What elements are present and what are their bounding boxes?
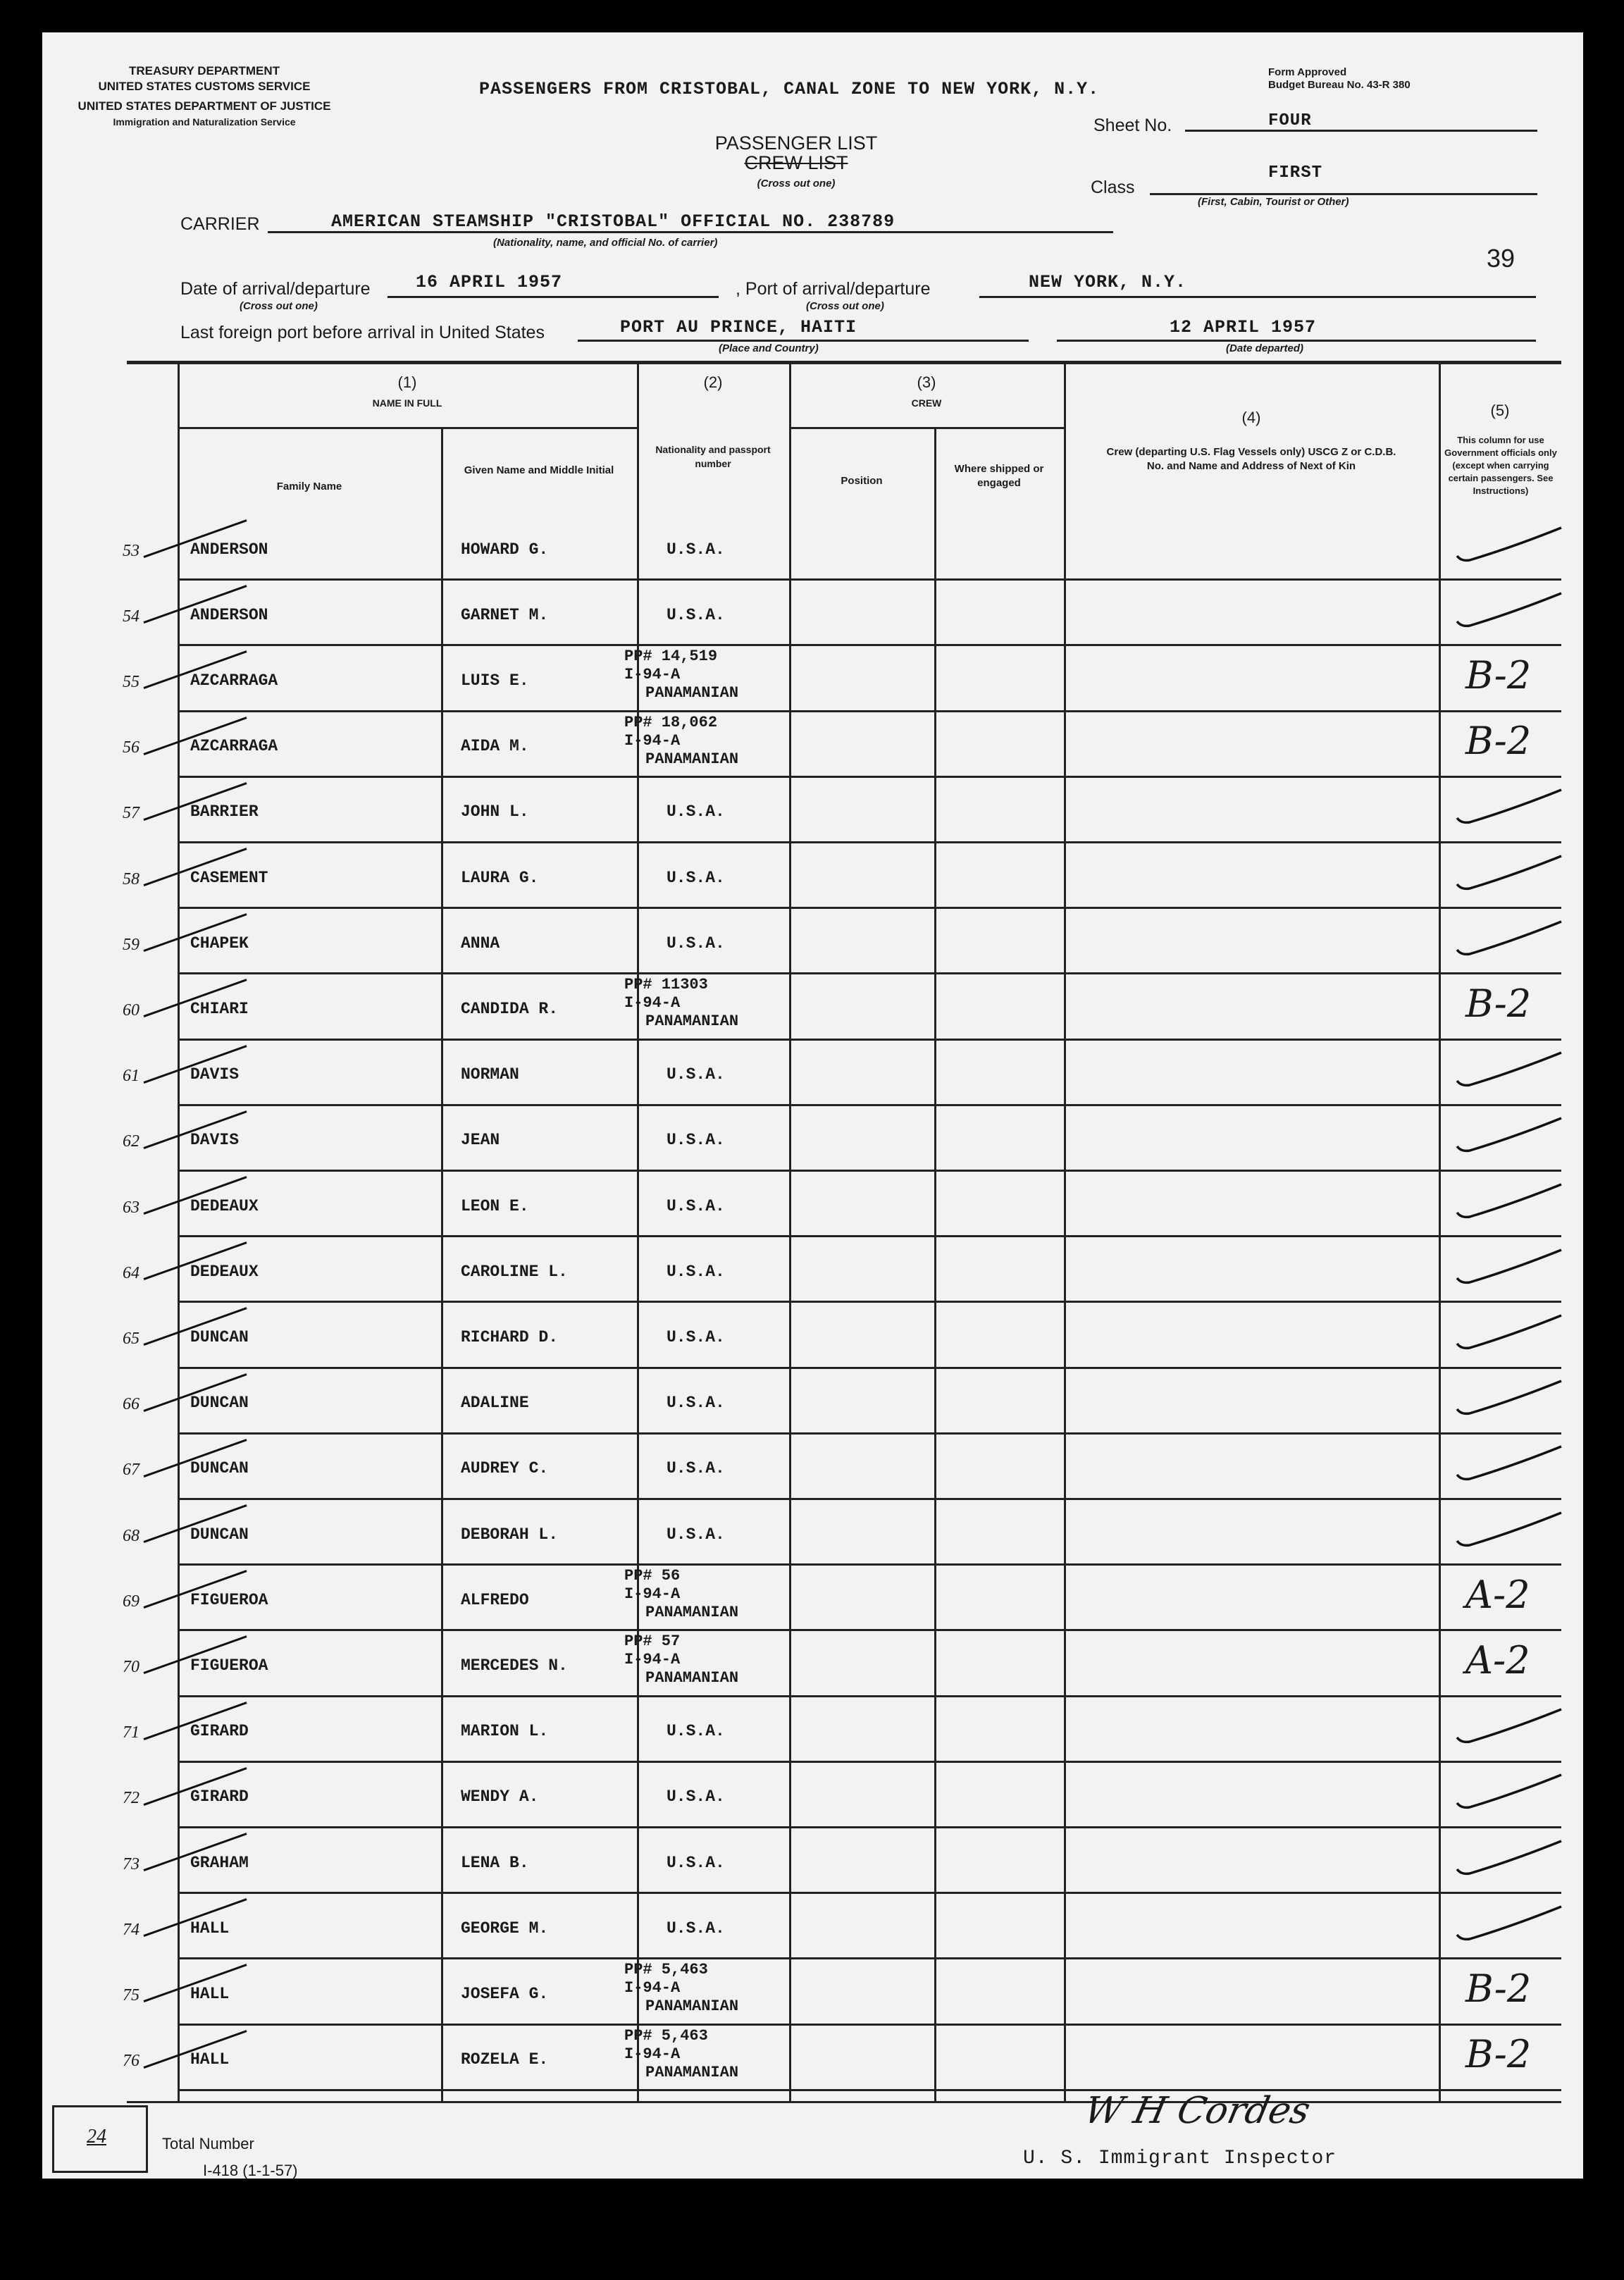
inspector-signature: W H Cordes — [1080, 2090, 1314, 2132]
given-name-cell: CAROLINE L. — [461, 1262, 568, 1281]
table-row — [123, 1959, 1561, 2024]
row-tick-slash — [141, 1697, 254, 1762]
header-mid-rule — [178, 427, 637, 429]
check-mark-icon — [1449, 781, 1568, 838]
nationality-line: I-94-A — [624, 1585, 681, 1604]
row-tick-slash — [141, 777, 254, 843]
agency-line-2: UNITED STATES CUSTOMS SERVICE — [98, 80, 311, 93]
inspector-title: U. S. Immigrant Inspector — [1023, 2148, 1337, 2169]
row-number: 66 — [123, 1395, 140, 1414]
row-tick-slash — [141, 1302, 254, 1368]
family-name-cell: DAVIS — [190, 1065, 240, 1084]
table-row — [123, 1630, 1561, 1696]
total-number-box — [52, 2105, 148, 2173]
class-line — [1150, 193, 1537, 195]
given-name-header-text: Given Name and Middle Initial — [464, 464, 614, 476]
family-name-cell: DUNCAN — [190, 1459, 249, 1478]
form-approved-block — [1268, 66, 1411, 92]
nationality-cell: U.S.A. — [667, 1459, 725, 1478]
row-tick-slash — [141, 514, 254, 580]
check-mark-icon — [1449, 1373, 1568, 1429]
row-tick-slash — [141, 908, 254, 974]
route-title: PASSENGERS FROM CRISTOBAL, CANAL ZONE TO NEW YORK, N.Y. — [479, 79, 1100, 99]
family-name-cell: BARRIER — [190, 803, 259, 822]
given-name-cell: GEORGE M. — [461, 1919, 549, 1938]
row-tick-slash — [141, 1434, 254, 1499]
table-row — [123, 1828, 1561, 1893]
nationality-line: I-94-A — [624, 666, 681, 684]
passenger-list-sheet — [42, 32, 1583, 2179]
family-name-cell: DEDEAUX — [190, 1262, 259, 1281]
table-row — [123, 1368, 1561, 1434]
col5-number: (5) — [1490, 402, 1510, 419]
nationality-cell: U.S.A. — [667, 1262, 725, 1281]
row-tick-slash — [141, 1630, 254, 1696]
family-name-cell: HALL — [190, 1984, 230, 2003]
table-row — [123, 1171, 1561, 1237]
row-number: 65 — [123, 1329, 140, 1348]
port-label: , Port of arrival/departure — [736, 279, 931, 299]
family-name-cell: DUNCAN — [190, 1327, 249, 1346]
sheet-no-line — [1185, 130, 1537, 132]
table-row — [123, 1434, 1561, 1499]
col4-number: (4) — [1241, 409, 1261, 426]
nationality-cell: U.S.A. — [667, 1788, 725, 1807]
family-name-cell: DEDEAUX — [190, 1196, 259, 1215]
total-number-label: Total Number — [162, 2135, 254, 2152]
row-rule — [178, 2089, 1561, 2091]
class-value: FIRST — [1268, 163, 1323, 182]
table-row — [123, 1302, 1561, 1368]
nationality-line: PANAMANIAN — [645, 750, 739, 768]
given-name-cell: JOHN L. — [461, 803, 529, 822]
nationality-line: I-94-A — [624, 1979, 681, 1997]
given-name-cell: AUDREY C. — [461, 1459, 549, 1478]
nationality-line: PANAMANIAN — [645, 684, 739, 702]
table-row — [123, 1762, 1561, 1828]
nationality-cell: U.S.A. — [667, 1196, 725, 1215]
visa-class-mark: B-2 — [1465, 652, 1532, 698]
form-number: I-418 (1-1-57) — [203, 2162, 298, 2179]
row-number: 56 — [123, 738, 140, 757]
row-number: 72 — [123, 1789, 140, 1808]
agency-line-4: Immigration and Naturalization Service — [113, 116, 296, 128]
row-number: 59 — [123, 935, 140, 954]
cross-out-hint: (Cross out one) — [757, 178, 836, 190]
row-number: 69 — [123, 1592, 140, 1611]
visa-class-mark: B-2 — [1465, 981, 1532, 1026]
row-number: 61 — [123, 1067, 140, 1086]
header-mid-rule-crew — [789, 427, 1064, 429]
given-name-cell: JEAN — [461, 1131, 500, 1150]
given-name-cell: HOWARD G. — [461, 540, 549, 559]
given-name-cell: DEBORAH L. — [461, 1525, 559, 1544]
row-number: 53 — [123, 541, 140, 560]
form-approved: Form Approved — [1268, 66, 1347, 78]
table-row — [123, 1499, 1561, 1565]
table-top-rule — [127, 361, 1561, 364]
given-name-cell: CANDIDA R. — [461, 999, 559, 1018]
given-name-cell: NORMAN — [461, 1065, 519, 1084]
nationality-cell: U.S.A. — [667, 1327, 725, 1346]
last-port-label: Last foreign port before arrival in United States — [180, 323, 545, 342]
given-name-cell: MARION L. — [461, 1722, 549, 1741]
departed-hint: (Date departed) — [1226, 342, 1304, 354]
where-shipped-header — [937, 462, 1061, 490]
row-tick-slash — [141, 712, 254, 777]
row-number: 74 — [123, 1920, 140, 1939]
row-tick-slash — [141, 1499, 254, 1565]
family-name-cell: ANDERSON — [190, 605, 268, 624]
family-name-header: Family Name — [276, 481, 342, 492]
row-number: 57 — [123, 804, 140, 823]
table-row — [123, 1565, 1561, 1630]
sheet-no-value: FOUR — [1268, 111, 1312, 130]
nationality-cell: U.S.A. — [667, 605, 725, 624]
departed-line — [1057, 340, 1536, 342]
row-number: 67 — [123, 1461, 140, 1480]
col1-title: NAME IN FULL — [372, 397, 442, 409]
given-name-cell: ALFREDO — [461, 1590, 529, 1609]
table-row — [123, 1697, 1561, 1762]
row-number: 63 — [123, 1198, 140, 1217]
given-name-cell: GARNET M. — [461, 605, 549, 624]
date-hint: (Cross out one) — [240, 300, 318, 312]
row-tick-slash — [141, 1368, 254, 1434]
last-port-line — [578, 340, 1029, 342]
row-number: 75 — [123, 1985, 140, 2005]
nationality-cell: U.S.A. — [667, 1853, 725, 1872]
nationality-cell: U.S.A. — [667, 1394, 725, 1413]
nationality-line: PANAMANIAN — [645, 1997, 739, 2016]
table-row — [123, 974, 1561, 1039]
table-row — [123, 908, 1561, 974]
family-name-cell: DUNCAN — [190, 1394, 249, 1413]
given-name-header — [441, 464, 637, 478]
row-tick-slash — [141, 1105, 254, 1171]
row-tick-slash — [141, 1171, 254, 1237]
row-tick-slash — [141, 580, 254, 645]
visa-class-mark: B-2 — [1465, 2032, 1532, 2077]
nationality-line: PP# 56 — [624, 1567, 681, 1585]
given-name-cell: LEON E. — [461, 1196, 529, 1215]
family-name-cell: CASEMENT — [190, 868, 268, 887]
check-mark-icon — [1449, 1307, 1568, 1363]
row-tick-slash — [141, 1762, 254, 1828]
family-name-cell: DUNCAN — [190, 1525, 249, 1544]
row-tick-slash — [141, 2025, 254, 2090]
list-title: PASSENGER LIST — [714, 132, 878, 154]
date-value: 16 APRIL 1957 — [416, 272, 563, 292]
row-number: 64 — [123, 1263, 140, 1282]
nationality-cell: U.S.A. — [667, 540, 725, 559]
family-name-cell: HALL — [190, 2050, 230, 2069]
family-name-cell: CHIARI — [190, 999, 249, 1018]
col2-number: (2) — [703, 373, 723, 391]
nationality-line: PP# 57 — [624, 1632, 681, 1651]
given-name-cell: MERCEDES N. — [461, 1656, 568, 1675]
row-tick-slash — [141, 1237, 254, 1302]
nationality-line: PP# 18,062 — [624, 713, 718, 731]
nationality-header — [648, 442, 778, 471]
family-name-cell: FIGUEROA — [190, 1590, 268, 1609]
table-row — [123, 777, 1561, 843]
row-number: 60 — [123, 1000, 140, 1020]
table-row — [123, 514, 1561, 580]
row-number: 73 — [123, 1854, 140, 1873]
given-name-cell: ROZELA E. — [461, 2050, 549, 2069]
family-name-cell: HALL — [190, 1919, 230, 1938]
row-number: 58 — [123, 869, 140, 888]
nationality-line: PANAMANIAN — [645, 1669, 739, 1687]
visa-class-mark: B-2 — [1465, 719, 1532, 764]
carrier-value: AMERICAN STEAMSHIP "CRISTOBAL" OFFICIAL NO. 238789 — [331, 211, 895, 232]
check-mark-icon — [1449, 1176, 1568, 1232]
crew-list — [683, 152, 909, 174]
col1-number: (1) — [397, 373, 417, 391]
table-row — [123, 1105, 1561, 1171]
gov-note-header — [1442, 434, 1560, 497]
visa-class-mark: B-2 — [1465, 1966, 1532, 2011]
given-name-cell: JOSEFA G. — [461, 1984, 549, 2003]
family-name-cell: GRAHAM — [190, 1853, 249, 1872]
nationality-cell: U.S.A. — [667, 1722, 725, 1741]
nationality-line: I-94-A — [624, 731, 681, 750]
date-line — [388, 296, 719, 298]
given-name-cell: LENA B. — [461, 1853, 529, 1872]
where-shipped-header-text: Where shipped or engaged — [954, 463, 1044, 489]
check-mark-icon — [1449, 1438, 1568, 1494]
nationality-cell: U.S.A. — [667, 934, 725, 953]
position-header: Position — [841, 475, 883, 487]
table-row — [123, 645, 1561, 711]
port-line — [979, 296, 1536, 298]
check-mark-icon — [1449, 1766, 1568, 1823]
check-mark-icon — [1449, 585, 1568, 641]
row-tick-slash — [141, 1040, 254, 1105]
nationality-line: PANAMANIAN — [645, 2063, 739, 2081]
given-name-cell: LUIS E. — [461, 671, 529, 690]
family-name-cell: GIRARD — [190, 1788, 249, 1807]
carrier-label: CARRIER — [180, 214, 260, 234]
nationality-header-text: Nationality and passport number — [655, 444, 771, 469]
family-name-cell: DAVIS — [190, 1131, 240, 1150]
nationality-cell: U.S.A. — [667, 1065, 725, 1084]
table-row — [123, 2025, 1561, 2090]
agency-line-1: TREASURY DEPARTMENT — [128, 64, 280, 78]
total-number-value: 24 — [87, 2126, 106, 2148]
check-mark-icon — [1449, 1504, 1568, 1561]
row-number: 76 — [123, 2052, 140, 2071]
table-row — [123, 1040, 1561, 1105]
agency-block — [70, 63, 338, 130]
given-name-cell: AIDA M. — [461, 737, 529, 756]
row-tick-slash — [141, 1893, 254, 1959]
nationality-line: PP# 5,463 — [624, 2026, 708, 2045]
given-name-cell: ANNA — [461, 934, 500, 953]
check-mark-icon — [1449, 913, 1568, 969]
nationality-line: PP# 5,463 — [624, 1961, 708, 1979]
check-mark-icon — [1449, 1701, 1568, 1757]
nationality-cell: U.S.A. — [667, 803, 725, 822]
check-mark-icon — [1449, 1110, 1568, 1166]
nationality-line: I-94-A — [624, 2045, 681, 2063]
budget-bureau: Budget Bureau No. 43-R 380 — [1268, 79, 1411, 91]
crew-note-header-text: Crew (departing U.S. Flag Vessels only) USCG Z or C.D.B. No. and Name and Address of Next of Kin — [1106, 446, 1396, 472]
class-hint: (First, Cabin, Tourist or Other) — [1198, 196, 1349, 208]
col3-number: (3) — [917, 373, 936, 391]
nationality-line: PANAMANIAN — [645, 1604, 739, 1622]
row-tick-slash — [141, 1828, 254, 1893]
row-tick-slash — [141, 645, 254, 711]
nationality-line: PANAMANIAN — [645, 1012, 739, 1031]
table-row — [123, 1893, 1561, 1959]
check-mark-icon — [1449, 1241, 1568, 1298]
carrier-hint: (Nationality, name, and official No. of carrier) — [493, 237, 718, 249]
last-port-hint: (Place and Country) — [719, 342, 819, 354]
row-tick-slash — [141, 974, 254, 1039]
check-mark-icon — [1449, 848, 1568, 904]
agency-line-3: UNITED STATES DEPARTMENT OF JUSTICE — [78, 99, 331, 113]
sheet-no-label: Sheet No. — [1093, 116, 1172, 135]
row-tick-slash — [141, 1565, 254, 1630]
check-mark-icon — [1449, 519, 1568, 576]
last-port-value: PORT AU PRINCE, HAITI — [620, 317, 857, 337]
row-number: 54 — [123, 607, 140, 626]
nationality-line: PP# 14,519 — [624, 648, 718, 666]
given-name-cell: LAURA G. — [461, 868, 539, 887]
nationality-cell: U.S.A. — [667, 868, 725, 887]
table-row — [123, 580, 1561, 645]
table-bottom-rule — [127, 2101, 1561, 2103]
nationality-cell: U.S.A. — [667, 1131, 725, 1150]
passenger-table — [123, 361, 1561, 2103]
row-number: 68 — [123, 1526, 140, 1545]
given-name-cell: RICHARD D. — [461, 1327, 559, 1346]
nationality-line: I-94-A — [624, 1651, 681, 1669]
family-name-cell: AZCARRAGA — [190, 737, 278, 756]
class-label: Class — [1091, 178, 1135, 197]
check-mark-icon — [1449, 1833, 1568, 1889]
row-number: 70 — [123, 1657, 140, 1676]
row-number: 71 — [123, 1723, 140, 1742]
table-row — [123, 843, 1561, 908]
row-number: 55 — [123, 672, 140, 691]
check-mark-icon — [1449, 1898, 1568, 1954]
crew-list-text: CREW LIST — [744, 152, 848, 173]
nationality-cell: U.S.A. — [667, 1525, 725, 1544]
family-name-cell: ANDERSON — [190, 540, 268, 559]
family-name-cell: CHAPEK — [190, 934, 249, 953]
family-name-cell: GIRARD — [190, 1722, 249, 1741]
given-name-cell: ADALINE — [461, 1394, 529, 1413]
visa-class-mark: A-2 — [1465, 1572, 1530, 1617]
table-row — [123, 712, 1561, 777]
port-hint: (Cross out one) — [806, 300, 884, 312]
nationality-line: PP# 11303 — [624, 976, 708, 994]
gov-note-header-text: This column for use Government officials only (except when carrying certain passengers. See Instructions) — [1444, 435, 1557, 496]
departed-value: 12 APRIL 1957 — [1170, 317, 1317, 337]
crew-note-header — [1099, 445, 1403, 473]
row-tick-slash — [141, 1959, 254, 2024]
family-name-cell: AZCARRAGA — [190, 671, 278, 690]
nationality-line: I-94-A — [624, 994, 681, 1012]
check-mark-icon — [1449, 1044, 1568, 1101]
page-number: 39 — [1487, 244, 1515, 273]
table-row — [123, 1237, 1561, 1302]
port-value: NEW YORK, N.Y. — [1029, 272, 1187, 292]
family-name-cell: FIGUEROA — [190, 1656, 268, 1675]
crew-header: CREW — [911, 397, 942, 409]
nationality-cell: U.S.A. — [667, 1919, 725, 1938]
row-tick-slash — [141, 843, 254, 908]
visa-class-mark: A-2 — [1465, 1637, 1530, 1683]
row-number: 62 — [123, 1132, 140, 1151]
given-name-cell: WENDY A. — [461, 1788, 539, 1807]
date-label: Date of arrival/departure — [180, 279, 371, 299]
